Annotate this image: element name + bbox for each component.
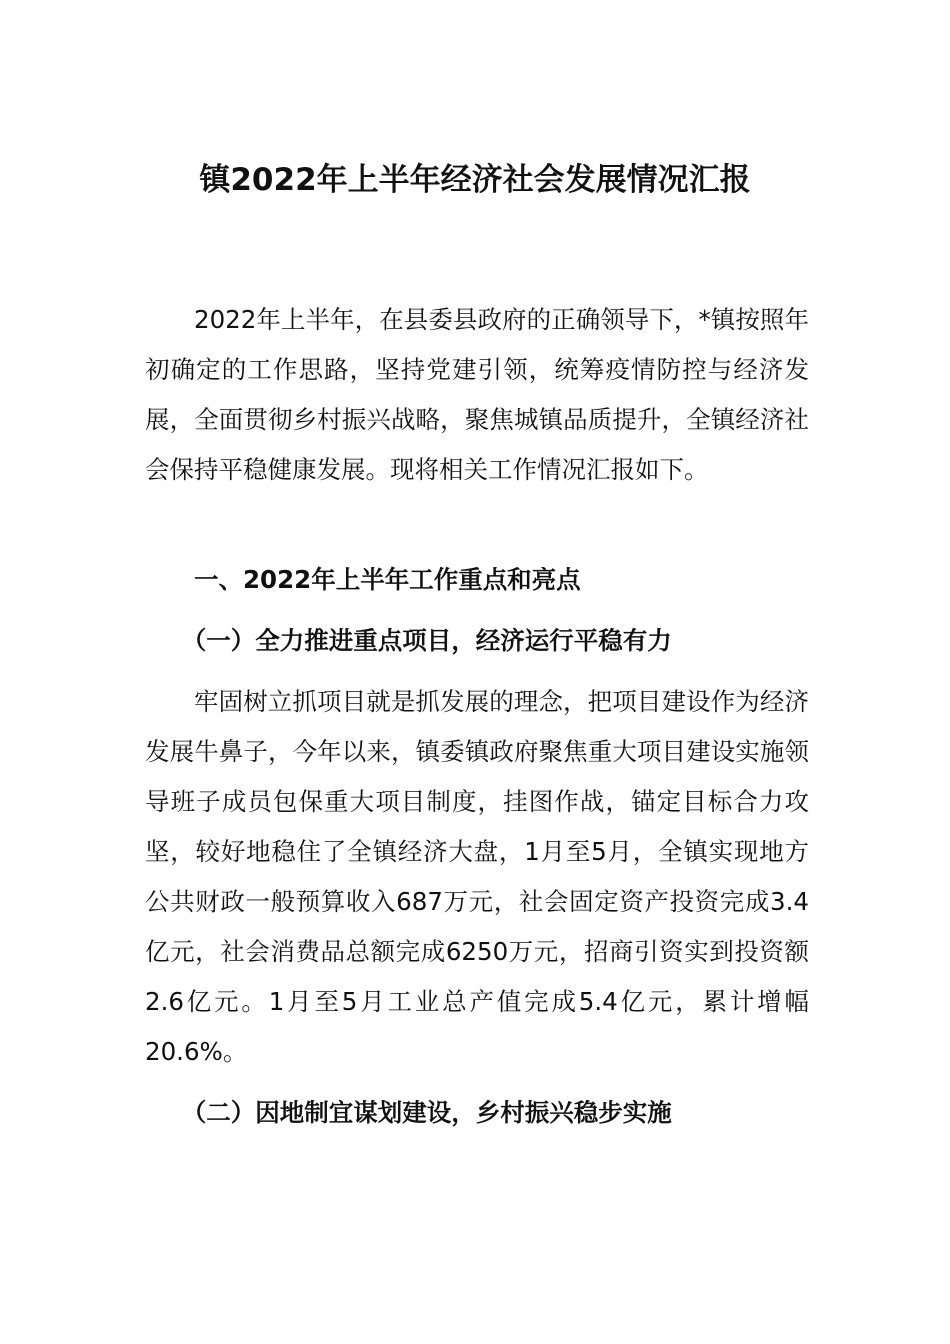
subsection-1-paragraph: 牢固树立抓项目就是抓发展的理念，把项目建设作为经济发展牛鼻子，今年以来，镇委镇政府聚焦重大项目建设实施领导班子成员包保重大项目制度，挂图作战，锚定目标合力攻坚，较好地稳住了全镇经济大盘，1月至5月，全镇实现地方公共财政一般预算收入687万元，社会固定资产投资完成3.4亿元，社会消费品总额完成6250万元，招商引资实到投资额2.6亿元。1月至5月工业总产值完成5.4亿元，累计增幅20.6%。 bbox=[145, 687, 809, 1066]
section-heading-1: 一、2022年上半年工作重点和亮点 bbox=[194, 565, 581, 594]
document-title: 镇2022年上半年经济社会发展情况汇报 bbox=[199, 162, 751, 198]
subsection-heading-1: （一）全力推进重点项目，经济运行平稳有力 bbox=[181, 626, 672, 655]
subsection-heading-2: （二）因地制宜谋划建设，乡村振兴稳步实施 bbox=[181, 1098, 672, 1127]
intro-paragraph: 2022年上半年，在县委县政府的正确领导下，*镇按照年初确定的工作思路，坚持党建引领，统筹疫情防控与经济发展，全面贯彻乡村振兴战略，聚焦城镇品质提升，全镇经济社会保持平稳健康发展。现将相关工作情况汇报如下。 bbox=[145, 305, 809, 484]
